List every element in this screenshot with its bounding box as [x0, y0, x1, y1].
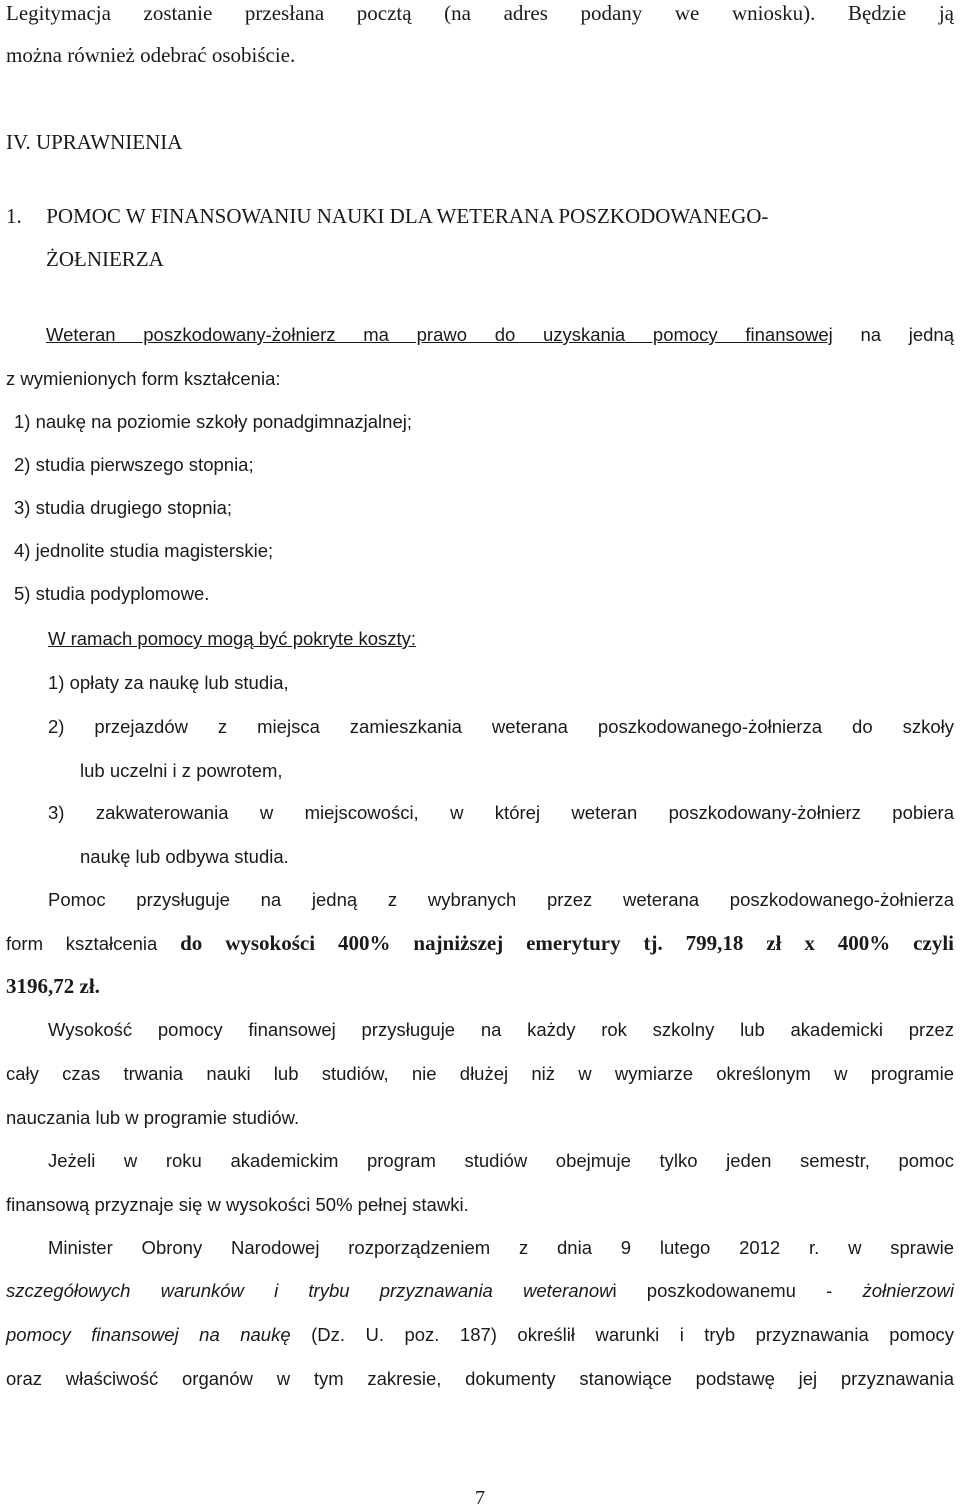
subsection-title [6, 203, 954, 229]
semester-line-2: finansową przyznaje się w wysokości 50% pełnej stawki. [6, 1194, 469, 1215]
cost-item-3-line-2: naukę lub odbywa studia. [80, 846, 289, 867]
intro-line-2: można również odebrać osobiście. [6, 43, 296, 67]
cost-item-1: 1) opłaty za naukę lub studia, [48, 672, 289, 693]
lead-underlined-text: Weteran poszkodowany-żołnierz ma prawo do uzyskania pomocy finansowej [46, 324, 833, 345]
duration-line-2: cały czas trwania nauki lub studiów, nie dłużej niż w wymiarze określonym w programie [6, 1063, 954, 1084]
regulation-line-4: oraz właściwość organów w tym zakresie, dokumenty stanowiące podstawę jej przyznawania [6, 1368, 954, 1389]
lead-line-2: z wymienionych form kształcenia: [6, 368, 281, 389]
regulation-title-part-2: i poszkodowanemu - [612, 1280, 863, 1301]
regulation-line-1: Minister Obrony Narodowej rozporządzeniem z dnia 9 lutego 2012 r. w sprawie [48, 1237, 954, 1258]
amount-line-2-text: form kształcenia [6, 933, 181, 954]
cost-item-3-line-1: 3) zakwaterowania w miejscowości, w której weteran poszkodowany-żołnierz pobiera [48, 802, 954, 823]
duration-line-1: Wysokość pomocy finansowej przysługuje na każdy rok szkolny lub akademicki przez [48, 1019, 954, 1040]
amount-highlight: do wysokości 400% najniższej emerytury tj. 799,18 zł x 400% czyli [180, 931, 954, 955]
regulation-title-part-3: żołnierzowi [862, 1280, 954, 1301]
list-item: 3) studia drugiego stopnia; [14, 497, 233, 518]
regulation-line-2 [6, 1278, 954, 1304]
list-item: 5) studia podyplomowe. [14, 583, 210, 604]
costs-heading: W ramach pomocy mogą być pokryte koszty: [48, 628, 417, 649]
semester-line-1: Jeżeli w roku akademickim program studiów obejmuje tylko jeden semestr, pomoc [48, 1150, 954, 1171]
cost-item-2-line-1: 2) przejazdów z miejsca zamieszkania weterana poszkodowanego-żołnierza do szkoły [48, 716, 954, 737]
subsection-title-line-1: POMOC W FINANSOWANIU NAUKI DLA WETERANA POSZKODOWANEGO- [46, 204, 769, 228]
regulation-title-part-1: szczegółowych warunków i trybu przyznawania weteranow [6, 1280, 613, 1301]
subsection-title-line-2: ŻOŁNIERZA [46, 247, 164, 271]
page-number: 7 [475, 1487, 485, 1509]
list-item: 2) studia pierwszego stopnia; [14, 454, 254, 475]
amount-value: 3196,72 zł. [6, 974, 100, 998]
list-item: 1) naukę na poziomie szkoły ponadgimnazjalnej; [14, 411, 412, 432]
subsection-number: 1. [6, 204, 22, 228]
section-heading: IV. UPRAWNIENIA [6, 130, 183, 154]
regulation-line-3-text: (Dz. U. poz. 187) określił warunki i tryb przyznawania pomocy [290, 1324, 954, 1345]
regulation-title-part-4: pomocy finansowej na naukę [6, 1324, 291, 1345]
lead-rest-text: na jedną [832, 324, 954, 345]
lead-line-1 [46, 322, 954, 348]
list-item: 4) jednolite studia magisterskie; [14, 540, 274, 561]
amount-line-1: Pomoc przysługuje na jedną z wybranych przez weterana poszkodowanego-żołnierza [48, 889, 954, 910]
regulation-line-3 [6, 1322, 954, 1348]
duration-line-3: nauczania lub w programie studiów. [6, 1107, 300, 1128]
amount-line-2 [6, 930, 954, 957]
cost-item-2-line-2: lub uczelni i z powrotem, [80, 760, 283, 781]
intro-line-1: Legitymacja zostanie przesłana pocztą (na adres podany we wniosku). Będzie ją [6, 1, 954, 25]
